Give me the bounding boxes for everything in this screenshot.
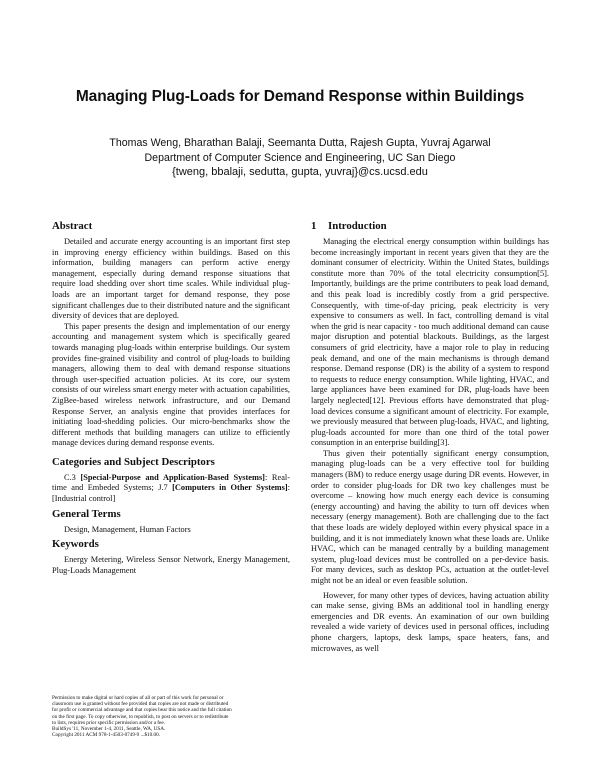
abstract-heading: Abstract bbox=[52, 220, 93, 232]
author-block bbox=[40, 136, 560, 180]
permission-line: to lists, requires prior specific permission and/or a fee. bbox=[52, 719, 165, 726]
category-j7-label: [Computers in Other Systems] bbox=[172, 483, 288, 493]
abstract-paragraph-2: This paper presents the design and implementation of our energy accounting and management system which is specifically geared towards managing plug-loads within enterprise buildings. Our system provides fine-grained visibility and control of plug-loads to building managers, allowing them to deal with demand response situations through user-specified actuation policies. At its core, our system consists of our wireless smart energy meter with actuation capabilities, ZigBee-based wireless network infrastructure, and our Demand Response Server, an analysis engine that provides interfaces for initiating load-shedding policies. Our micro-benchmarks show the different methods that building managers can utilize to efficiently manage devices during demand response events. bbox=[52, 321, 290, 448]
general-terms-heading: General Terms bbox=[52, 507, 121, 520]
keywords-text: Energy Metering, Wireless Sensor Network, Energy Management, Plug-Loads Management bbox=[52, 555, 290, 575]
introduction-heading bbox=[311, 220, 549, 233]
left-column bbox=[52, 220, 290, 576]
permission-line: Permission to make digital or hard copies of all or part of this work for personal or bbox=[52, 695, 224, 701]
section-number: 1 bbox=[311, 220, 317, 232]
permission-line: on the first page. To copy otherwise, to republish, to post on servers or to redistribute bbox=[52, 713, 229, 720]
permission-line: BuildSys '11, November 1-4, 2011, Seattle, WA, USA. bbox=[52, 726, 166, 733]
general-terms-text: Design, Management, Human Factors bbox=[64, 524, 191, 534]
right-column bbox=[311, 220, 549, 654]
paper-title: Managing Plug-Loads for Demand Response within Buildings bbox=[75, 88, 525, 105]
author-affiliation: Department of Computer Science and Engineering, UC San Diego bbox=[144, 151, 456, 164]
author-emails: {tweng, bbalaji, sedutta, gupta, yuvraj}@cs.ucsd.edu bbox=[172, 166, 428, 178]
permission-notice bbox=[52, 695, 290, 738]
categories-text bbox=[52, 473, 290, 505]
permission-line: for profit or commercial advantage and that copies bear this notice and the full citation bbox=[52, 707, 232, 714]
categories-heading: Categories and Subject Descriptors bbox=[52, 455, 215, 468]
keywords-heading: Keywords bbox=[52, 538, 99, 551]
permission-line: Copyright 2011 ACM 978-1-4503-0749-9 ...$10.00. bbox=[52, 732, 161, 739]
category-j7-text: : [Industrial control] bbox=[52, 483, 290, 504]
intro-paragraph-2: Thus given their potentially significant energy consumption, managing plug-loads can be a very effective tool for building managers (BM) to reduce energy usage during DR events. However, in order to consider plug-loads for DR two key challenges must be overcome – knowing how much energy each device is consuming (energy accounting) and having the ability to turn off devices when necessary (energy management). Both are challenging due to the fact that these loads are widely deployed within every physical space in a building, and it is not immediately known what these loads are. Unlike HVAC, which can be managed centrally by a building management system, plug-load devices must be controlled on a per-device basis. For many devices, such as desktop PCs, actuation at the outlet-level might not be an ideal or even feasible solution. bbox=[311, 448, 549, 585]
section-title: Introduction bbox=[328, 220, 387, 232]
abstract-paragraph-1: Detailed and accurate energy accounting is an important first step in improving energy efficiency within buildings. Based on this information, building managers can perform active energy management, especially during demand response situations that require load shedding over short time scales. While individual plug-loads are an important target for demand response, they pose significant challenges due to their distributed nature and the significant diversity of devices that are deployed. bbox=[52, 237, 290, 321]
intro-paragraph-1: Managing the electrical energy consumption within buildings has become increasingly important in recent years given that they are the dominant consumer of electricity. Within the United States, buildings constitute more than 70% of the total electricity consumption[5]. Importantly, buildings are the prime contributers to peak load demand, and this peak load is incredibly costly from a grid perspective. Consequently, with time-of-day pricing, peak electricity is very expensive to consumers as well. In fact, controlling demand is vital when the grid is near capacity - too much additional demand can cause major disruption and potential blackouts. Buildings, as the largest consumers of grid electricity, have a major role to play in reducing peak demand, and one of the main mechanisms is through demand response. Demand response (DR) is the ability of a system to respond to requests to reduce energy consumption. While lighting, HVAC, and large appliances have been examined for DR, plug-loads have been largely neglected[12]. Previous efforts have demonstrated that plug-load devices consume a significant amount of electricity. For example, we previously measured that between plug-loads, HVAC, and lighting, plug-loads accounted for more than one third of the total power consumption in an enterprise building[3]. bbox=[311, 237, 549, 448]
category-c3-code: C.3 bbox=[64, 472, 76, 482]
category-c3-text: : Real-time and Embeded Systems; J.7 bbox=[52, 472, 290, 493]
category-c3-label: [Special-Purpose and Application-Based Systems] bbox=[80, 472, 265, 482]
author-names: Thomas Weng, Bharathan Balaji, Seemanta Dutta, Rajesh Gupta, Yuvraj Agarwal bbox=[109, 137, 491, 149]
permission-line: classroom use is granted without fee provided that copies are not made or distributed bbox=[52, 701, 229, 708]
intro-paragraph-3: However, for many other types of devices, having actuation ability can make sense, giving BMs an additional tool in handling energy emergencies and DR events. An examination of our own building revealed a wide variety of devices used in personal offices, including phone chargers, laptops, desk lamps, space heaters, fans, and microwaves, as well bbox=[311, 590, 549, 653]
